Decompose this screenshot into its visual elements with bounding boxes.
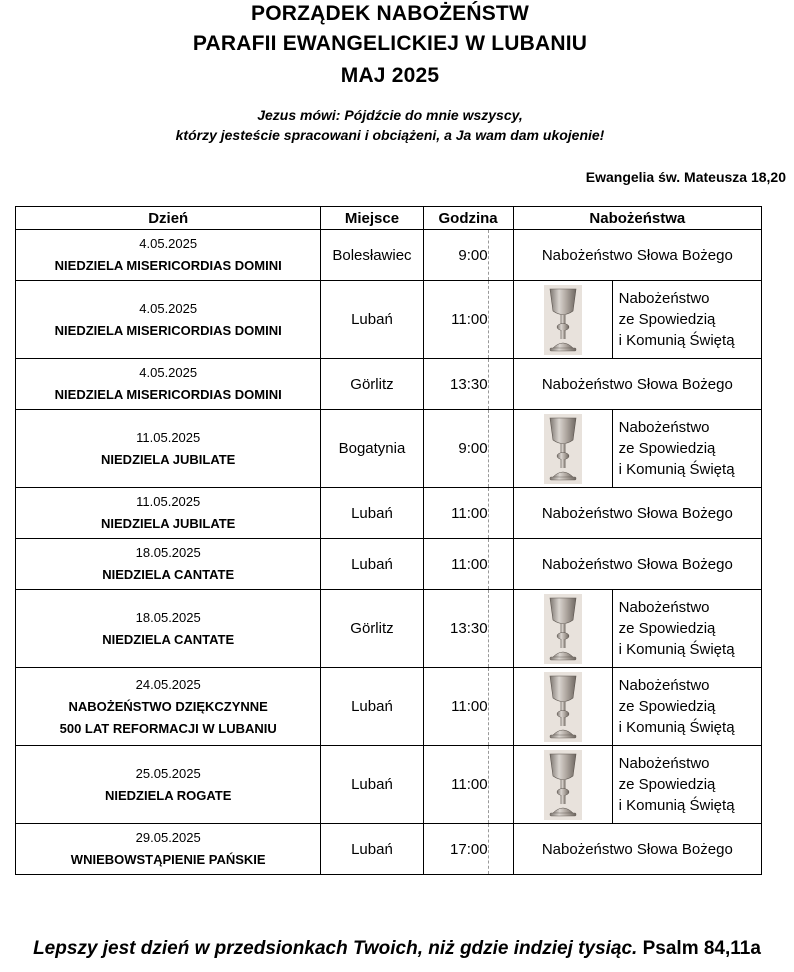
communion-service <box>514 668 761 745</box>
cell-day <box>16 746 321 824</box>
service-line: Nabożeństwo <box>618 599 710 616</box>
chalice-icon <box>544 414 582 484</box>
cell-day <box>16 488 321 539</box>
cell-gap <box>488 359 513 410</box>
page-title-month: MAJ 2025 <box>340 64 440 87</box>
cell-place: Bolesławiec <box>321 230 423 281</box>
cell-gap <box>488 824 513 875</box>
service-date: 18.05.2025 <box>135 545 201 560</box>
service-line: ze Spowiedzią <box>618 311 716 328</box>
service-text <box>613 746 761 823</box>
feast-name: NIEDZIELA CANTATE <box>102 631 235 647</box>
cell-day <box>16 668 321 746</box>
service-date: 11.05.2025 <box>136 429 201 445</box>
feast-name: NIEDZIELA JUBILATE <box>101 451 236 467</box>
quote-line-1: Jezus mówi: Pójdźcie do mnie wszyscy, <box>257 107 523 123</box>
cell-place: Lubań <box>321 746 423 824</box>
feast-name: NIEDZIELA MISERICORDIAS DOMINI <box>54 258 282 273</box>
chalice-icon <box>544 594 582 664</box>
table-header-row <box>16 207 762 230</box>
service-date: 4.05.2025 <box>139 300 198 316</box>
service-line: i Komunią Świętą <box>618 719 735 736</box>
cell-gap <box>488 668 513 746</box>
chalice-cell <box>514 281 613 358</box>
cell-place: Lubań <box>321 668 423 746</box>
cell-service: Nabożeństwo Słowa Bożego <box>513 539 761 590</box>
cell-gap <box>488 410 513 488</box>
cell-service <box>513 746 761 824</box>
feast-name: NIEDZIELA CANTATE <box>102 567 235 582</box>
cell-place: Lubań <box>321 488 423 539</box>
footer-quote: Lepszy jest dzień w przedsionkach Twoich, niż gdzie indziej tysiąc. <box>33 938 638 959</box>
chalice-cell <box>514 746 613 823</box>
table-row <box>16 410 762 488</box>
table-row <box>16 230 762 281</box>
cell-place: Görlitz <box>321 590 423 668</box>
cell-time: 9:00 <box>423 230 488 281</box>
communion-service <box>514 590 761 667</box>
service-date: 25.05.2025 <box>135 765 201 781</box>
cell-service: Nabożeństwo Słowa Bożego <box>513 359 761 410</box>
table-row <box>16 359 762 410</box>
service-text <box>613 590 761 667</box>
header-day: Dzień <box>16 207 321 230</box>
cell-service <box>513 590 761 668</box>
feast-name: NIEDZIELA MISERICORDIAS DOMINI <box>54 387 282 402</box>
chalice-cell <box>514 590 613 667</box>
cell-service <box>513 281 761 359</box>
service-line: i Komunią Świętą <box>618 641 735 658</box>
table-row <box>16 488 762 539</box>
service-line: i Komunią Świętą <box>618 797 735 814</box>
feast-name: WNIEBOWSTĄPIENIE PAŃSKIE <box>70 852 266 867</box>
quote-line-2: którzy jesteście spracowani i obciążeni, a Ja wam dam ukojenie! <box>175 127 605 143</box>
feast-name: NIEDZIELA JUBILATE <box>101 516 236 531</box>
cell-day <box>16 230 321 281</box>
cell-day <box>16 539 321 590</box>
table-row <box>16 539 762 590</box>
cell-day <box>16 410 321 488</box>
header-place: Miejsce <box>321 207 423 230</box>
cell-place: Bogatynia <box>321 410 423 488</box>
cell-place: Lubań <box>321 539 423 590</box>
service-text <box>613 668 761 745</box>
chalice-icon <box>544 285 582 355</box>
cell-time: 11:00 <box>423 488 488 539</box>
table-row <box>16 668 762 746</box>
cell-time: 13:30 <box>423 359 488 410</box>
service-line: ze Spowiedzią <box>618 776 716 793</box>
schedule-table <box>15 206 762 875</box>
schedule-body <box>16 230 762 875</box>
cell-service: Nabożeństwo Słowa Bożego <box>513 488 761 539</box>
cell-time: 11:00 <box>423 746 488 824</box>
chalice-cell <box>514 410 613 487</box>
service-text <box>613 410 761 487</box>
quote-source: Ewangelia św. Mateusza 18,20 <box>585 169 786 185</box>
page-title-line-2: PARAFII EWANGELICKIEJ W LUBANIU <box>192 32 588 55</box>
cell-place: Görlitz <box>321 359 423 410</box>
table-row <box>16 746 762 824</box>
feast-name: 500 LAT REFORMACJI W LUBANIU <box>59 720 277 736</box>
service-date: 11.05.2025 <box>136 494 201 509</box>
cell-time: 13:30 <box>423 590 488 668</box>
cell-time: 9:00 <box>423 410 488 488</box>
feast-name: NABOŻEŃSTWO DZIĘKCZYNNE <box>68 698 268 714</box>
cell-service <box>513 668 761 746</box>
service-date: 24.05.2025 <box>135 676 201 692</box>
service-date: 18.05.2025 <box>135 609 201 625</box>
cell-place: Lubań <box>321 824 423 875</box>
service-line: ze Spowiedzią <box>618 698 716 715</box>
cell-gap <box>488 281 513 359</box>
cell-time: 11:00 <box>423 539 488 590</box>
cell-time: 11:00 <box>423 668 488 746</box>
cell-gap <box>488 488 513 539</box>
cell-time: 17:00 <box>423 824 488 875</box>
cell-gap <box>488 746 513 824</box>
cell-gap <box>488 539 513 590</box>
cell-place: Lubań <box>321 281 423 359</box>
page-title-line-1: PORZĄDEK NABOŻEŃSTW <box>251 2 529 25</box>
cell-day <box>16 281 321 359</box>
feast-name: NIEDZIELA MISERICORDIAS DOMINI <box>54 322 282 338</box>
cell-day <box>16 824 321 875</box>
service-line: Nabożeństwo <box>618 677 710 694</box>
table-row <box>16 590 762 668</box>
service-date: 4.05.2025 <box>139 236 198 251</box>
service-date: 4.05.2025 <box>139 365 198 380</box>
service-line: Nabożeństwo <box>618 755 710 772</box>
cell-service: Nabożeństwo Słowa Bożego <box>513 230 761 281</box>
footer-source: Psalm 84,11a <box>642 938 761 959</box>
communion-service <box>514 410 761 487</box>
feast-name: NIEDZIELA ROGATE <box>105 787 232 803</box>
table-row <box>16 824 762 875</box>
communion-service <box>514 746 761 823</box>
header-time: Godzina <box>423 207 513 230</box>
service-line: Nabożeństwo <box>618 419 710 436</box>
cell-service: Nabożeństwo Słowa Bożego <box>513 824 761 875</box>
chalice-icon <box>544 750 582 820</box>
table-row <box>16 281 762 359</box>
footer <box>0 936 794 962</box>
service-line: Nabożeństwo <box>618 290 710 307</box>
service-line: ze Spowiedzią <box>618 440 716 457</box>
cell-gap <box>488 590 513 668</box>
cell-day <box>16 359 321 410</box>
chalice-icon <box>544 672 582 742</box>
communion-service <box>514 281 761 358</box>
cell-time: 11:00 <box>423 281 488 359</box>
header-service: Nabożeństwa <box>513 207 761 230</box>
service-text <box>613 281 761 358</box>
cell-service <box>513 410 761 488</box>
cell-day <box>16 590 321 668</box>
service-line: ze Spowiedzią <box>618 620 716 637</box>
service-date: 29.05.2025 <box>135 830 201 845</box>
service-line: i Komunią Świętą <box>618 461 735 478</box>
chalice-cell <box>514 668 613 745</box>
cell-gap <box>488 230 513 281</box>
service-line: i Komunią Świętą <box>618 332 735 349</box>
